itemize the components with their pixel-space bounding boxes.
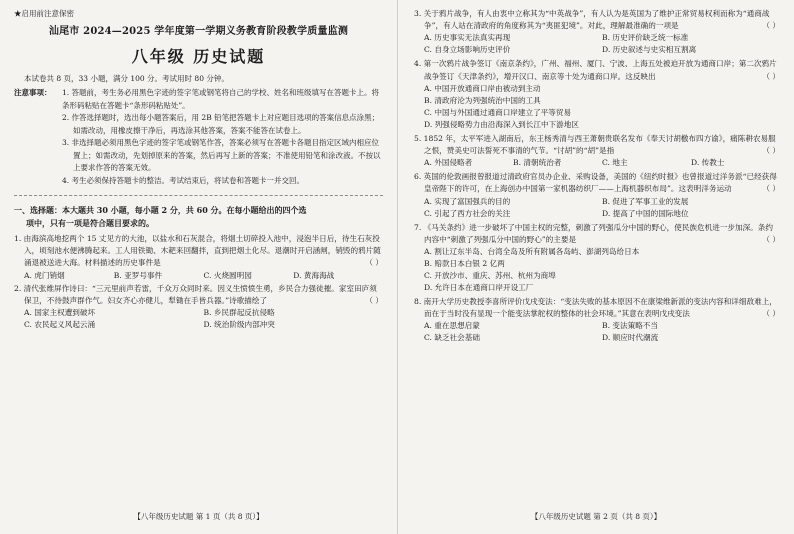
- question-stem: 4. 第一次鸦片战争签订《南京条约》，广州、福州、厦门、宁波、上海五处被迫开放为通商口岸；第二次鸦片战争签订《天津条约》，增开汉口、南京等十处为通商口岸。这反映出: [414, 59, 777, 81]
- option-a: A. 外国侵略者: [424, 158, 473, 168]
- option-a: A. 割让辽东半岛、台湾全岛及所有附属各岛屿、澎湖列岛给日本: [424, 247, 640, 257]
- option-d: D. 列强侵略势力由沿海深入到长江中下游地区: [424, 119, 579, 129]
- exam-info: 本试卷共 8 页，33 小题，满分 100 分。考试用时 80 分钟。: [24, 74, 229, 83]
- option-c: C. 地主: [602, 158, 628, 168]
- option-a: A. 中国开放通商口岸由被动到主动: [424, 83, 541, 93]
- exam-page-2: [397, 0, 794, 534]
- page-footer: 【八年级历史试题 第 1 页（共 8 页）】: [133, 512, 264, 521]
- question-stem: 6. 英国的伦敦画报曾报道过清政府官员办企业、采购设备，美国的《纽约时报》也曾报道过洋务派“已经获得皇帝陛下的许可，在上海创办中国第一家机器纺织厂——上海机器织布局”。这表明洋务运动: [414, 172, 777, 194]
- question-stem: 5. 1852 年，太平军进入湖南后，东王杨秀清与西王萧朝贵联名发布《奉天讨胡檄布四方谕》，痛陈耕农易服之恨，赞美史可法誓死不事清的气节。“讨胡”的“胡”是指: [414, 133, 776, 156]
- option-c: C. 自身立场影响历史评价: [424, 45, 511, 55]
- question-1: [14, 233, 383, 282]
- answer-blank: （ ）: [762, 21, 780, 31]
- question-stem: 2. 清代张维屏作诗曰：“三元里前声若雷，千众万众同时来。因义生愤愤生勇，乡民合力强徒摧。家室田庐须保卫，不待鼓声群作气。妇女齐心亦健儿，犁锄在手皆兵器。”诗歌描绘了: [14, 283, 377, 305]
- option-b: B. 清朝统治者: [513, 158, 562, 168]
- option-a: A. 国家主权遭到破坏: [24, 308, 96, 318]
- section-heading: [14, 204, 383, 230]
- confidential-mark: ★启用前注意保密: [14, 9, 74, 18]
- option-a: A. 实现了富国强兵的目的: [424, 196, 511, 206]
- divider: [14, 195, 383, 196]
- notice-item: 3. 非选择题必须用黑色字迹的签字笔或钢笔作答，答案必须写在答题卡各题目指定区域内相应位置上；如需改动，先划掉原来的答案，然后再写上新的答案；不准使用铅笔和涂改液。不按以上要求作答的答案无效。: [62, 138, 381, 172]
- notice-item: 4. 考生必须保持答题卡的整洁。考试结束后，将试卷和答题卡一并交回。: [62, 175, 305, 185]
- option-b: B. 历史评价缺乏统一标准: [602, 33, 689, 43]
- option-b: B. 促进了军事工业的发展: [602, 196, 689, 206]
- option-d: D. 提高了中国的国际地位: [602, 208, 689, 218]
- answer-blank: （ ）: [762, 309, 780, 319]
- question-stem: 7. 《马关条约》进一步破坏了中国主权的完整，刺激了列强瓜分中国的野心，使民族危机进一步加深。条约内容中“刺激了列强瓜分中国的野心”的主要是: [414, 222, 773, 244]
- option-c: C. 缺乏社会基础: [424, 333, 480, 343]
- section-heading-line: 一、选择题：本大题共 30 小题，每小题 2 分，共 60 分。在每小题给出的四个选: [14, 205, 307, 215]
- option-c: C. 中国与外国通过通商口岸建立了平等贸易: [424, 107, 572, 117]
- option-d: D. 传教士: [691, 158, 725, 168]
- question-3: [414, 8, 780, 56]
- option-b: B. 变法策略不当: [602, 321, 658, 331]
- notice-label: 注意事项：: [14, 88, 52, 97]
- question-5: [414, 133, 780, 169]
- option-d: D. 历史叙述与史实相互割离: [602, 45, 697, 55]
- notice-item: 1. 答题前，考生务必用黑色字迹的签字笔或钢笔将自己的学校、姓名和班级填写在答题卡上。将条形码粘贴在答题卡“条形码粘贴处”。: [62, 88, 380, 110]
- question-4: [414, 58, 780, 130]
- question-7: [414, 222, 780, 294]
- subject-title: 八年级 历史试题: [131, 47, 266, 66]
- section-heading-line: 项中，只有一项是符合题目要求的。: [26, 218, 154, 228]
- option-c: C. 引起了西方社会的关注: [424, 208, 511, 218]
- answer-blank: （ ）: [762, 234, 780, 244]
- answer-blank: （ ）: [762, 71, 780, 81]
- exam-title: 汕尾市 2024—2025 学年度第一学期义务教育阶段教学质量监测: [48, 26, 349, 37]
- option-b: B. 乡民群起反抗侵略: [203, 308, 275, 318]
- option-d: D. 统治阶级内部冲突: [203, 320, 275, 330]
- answer-blank: （ ）: [365, 258, 383, 268]
- answer-blank: （ ）: [762, 146, 780, 156]
- option-c: C. 农民起义风起云涌: [24, 320, 96, 330]
- answer-blank: （ ）: [365, 295, 383, 305]
- option-d: D. 黄海海战: [293, 270, 335, 280]
- notice-item: 2. 作答选择题时，选出每小题答案后，用 2B 铅笔把答题卡上对应题目选项的答案信息点涂黑；如需改动，用橡皮擦干净后，再选涂其他答案，答案不能答在试卷上。: [62, 113, 380, 135]
- option-b: B. 亚罗号事件: [113, 270, 163, 280]
- question-6: [414, 171, 780, 219]
- option-a: A. 虎门销烟: [24, 270, 65, 280]
- option-d: D. 顺应时代潮流: [602, 333, 659, 343]
- option-c: C. 开放沙市、重庆、苏州、杭州为商埠: [424, 271, 556, 281]
- option-b: B. 赔款日本白银 2 亿两: [424, 259, 505, 269]
- question-8: [414, 296, 780, 344]
- page-footer: 【八年级历史试题 第 2 页（共 8 页）】: [530, 512, 662, 521]
- question-stem: 3. 关于鸦片战争，有人由衷中立称其为“中英战争”，有人认为是英国为了维护正常贸易权利而称为“通商战争”，有人站在清政府的角度称其为“夷匪犯境”。对此，理解最准确的一项是: [414, 9, 770, 31]
- option-a: A. 历史事实无法真实再现: [424, 33, 511, 43]
- option-c: C. 火烧圆明园: [203, 270, 252, 280]
- question-stem: 8. 南开大学历史教授李喜所评价戊戌变法：“变法失败的基本原因不在康梁维新派的变法内容和详细敌难上，而在于当时没有显现一个能变法掌舵权的整体的社会环境。”其意在表明戊戌变法: [414, 297, 777, 319]
- answer-blank: （ ）: [762, 184, 780, 194]
- option-a: A. 重在思想启蒙: [424, 321, 480, 331]
- question-2: [14, 283, 383, 331]
- notice-block: [14, 87, 383, 187]
- option-b: B. 清政府沦为列强统治中国的工具: [424, 95, 541, 105]
- option-d: D. 允许日本在通商口岸开设工厂: [424, 283, 534, 293]
- question-stem: 1. 由海滨高地挖两个 15 丈见方的大池，以盐水和石灰混合，将烟土切碎投入池中，浸泡半日后，待生石灰投入，顷刻池水便沸腾起来。工人用铁锄、木耙来回翻拌，直到把烟土化尽。退潮时开启涵闸，销毁的鸦片随涌退被送进大海。材料描述的历史事件是: [14, 234, 381, 268]
